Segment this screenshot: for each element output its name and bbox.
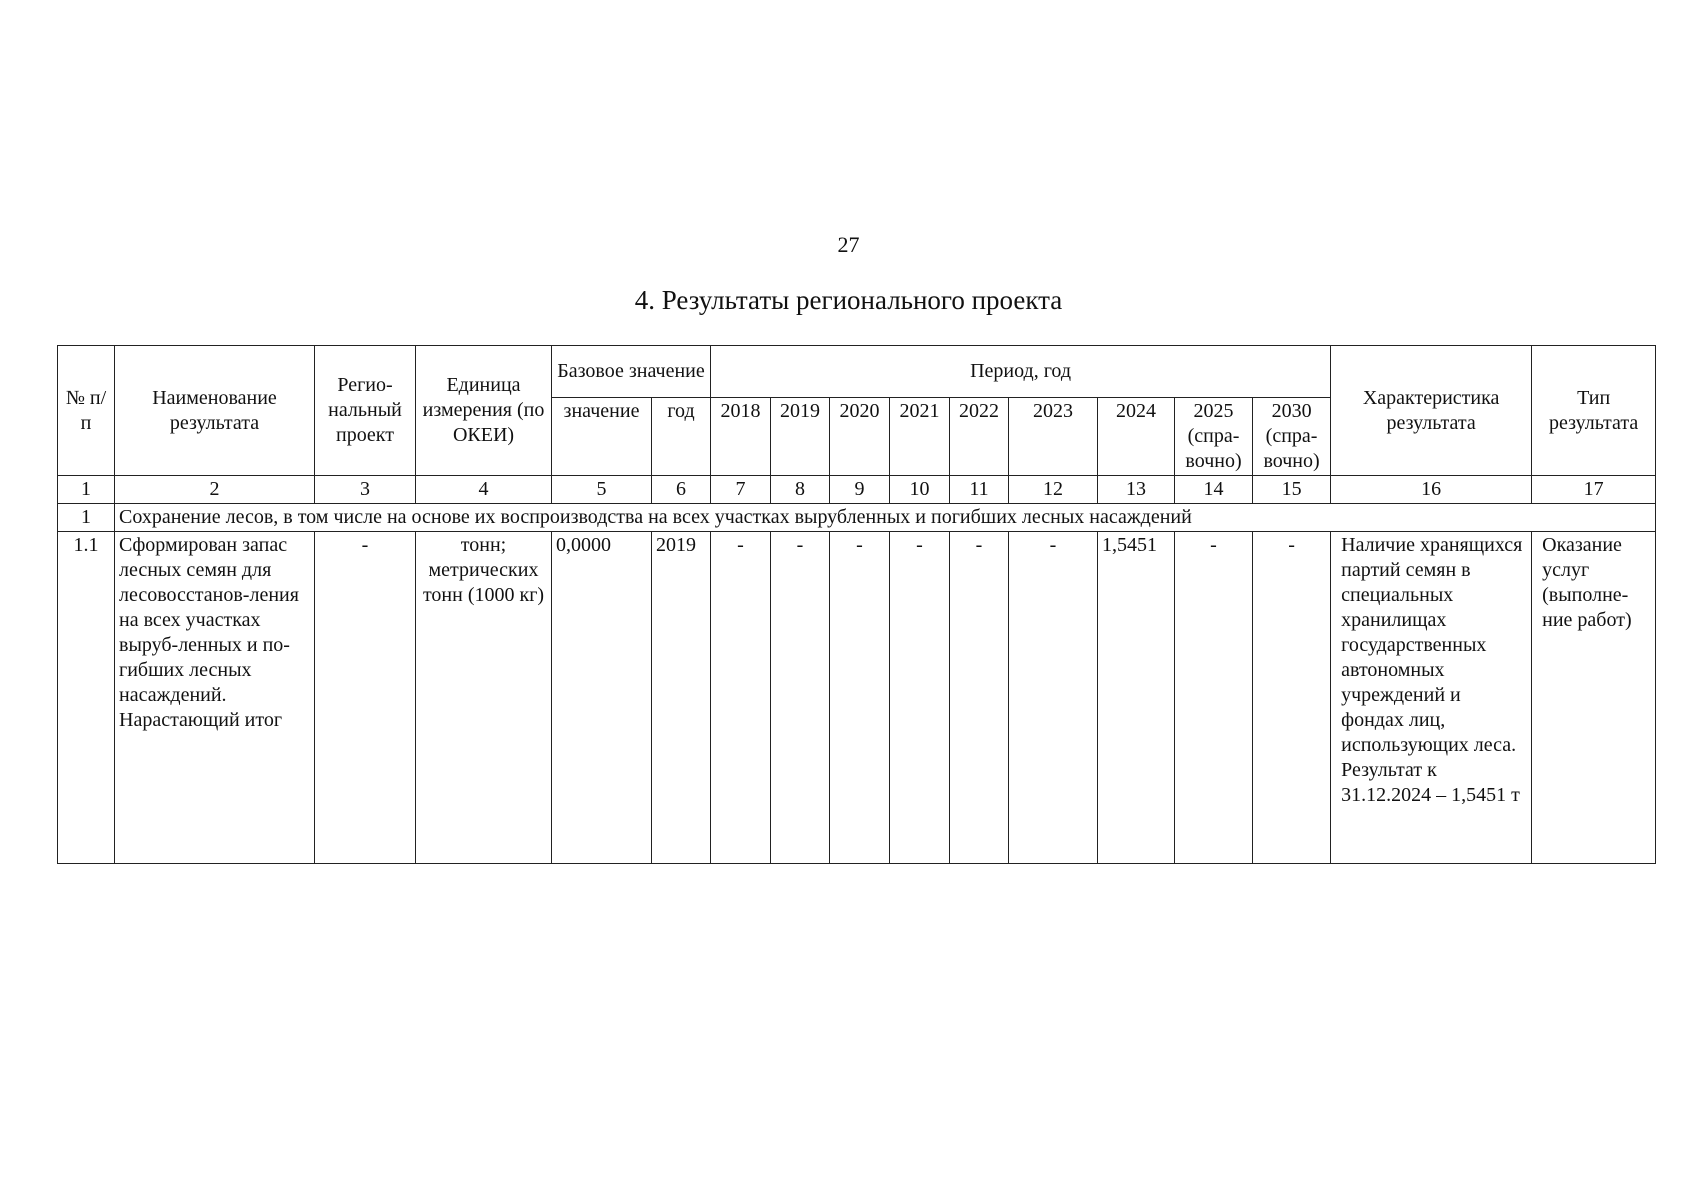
regional-project: -	[315, 532, 416, 864]
results-table	[57, 345, 1656, 864]
column-number: 3	[315, 476, 416, 504]
column-number: 13	[1098, 476, 1175, 504]
year-value: -	[890, 532, 950, 864]
base-year: 2019	[652, 532, 711, 864]
header-year: 2020	[830, 398, 890, 476]
unit-of-measure: тонн; метрических тонн (1000 кг)	[416, 532, 552, 864]
header-year: 2019	[771, 398, 830, 476]
page-number: 27	[837, 232, 860, 257]
year-value: -	[950, 532, 1009, 864]
column-number: 5	[552, 476, 652, 504]
section-title: Сохранение лесов, в том числе на основе их воспроизводства на всех участках вырубленных и погибших лесных насаждений	[115, 504, 1656, 532]
header-unit: Единица измерения (по ОКЕИ)	[416, 346, 552, 476]
header-year: 2018	[711, 398, 771, 476]
header-row-1	[58, 346, 1656, 398]
column-number: 8	[771, 476, 830, 504]
document-title: 4. Результаты регионального проекта	[634, 285, 1063, 315]
column-number: 7	[711, 476, 771, 504]
header-base: Базовое значение	[552, 346, 711, 398]
table-row	[58, 532, 1656, 864]
column-number: 11	[950, 476, 1009, 504]
header-year: 2025 (спра-вочно)	[1175, 398, 1253, 476]
header-base-value: значение	[552, 398, 652, 476]
column-number: 6	[652, 476, 711, 504]
column-number-row	[58, 476, 1656, 504]
header-period: Период, год	[711, 346, 1331, 398]
section-row	[58, 504, 1656, 532]
column-number: 9	[830, 476, 890, 504]
result-characteristic: Наличие хранящихся партий семян в специальных хранилищах государственных автономных учреждений и фондах лиц, использующих леса. Результат к 31.12.2024 – 1,5451 т	[1331, 532, 1532, 864]
column-number: 12	[1009, 476, 1098, 504]
header-year: 2030 (спра-вочно)	[1253, 398, 1331, 476]
column-number: 14	[1175, 476, 1253, 504]
header-year: 2022	[950, 398, 1009, 476]
year-value: -	[1009, 532, 1098, 864]
header-year: 2024	[1098, 398, 1175, 476]
header-year: 2021	[890, 398, 950, 476]
result-name: Сформирован запас лесных семян для лесовосстанов-ления на всех участках выруб-ленных и по-гибших лесных насаждений. Нарастающий итог	[115, 532, 315, 864]
year-value: -	[1175, 532, 1253, 864]
header-characteristic: Характеристика результата	[1331, 346, 1532, 476]
column-number: 16	[1331, 476, 1532, 504]
header-type: Тип результата	[1532, 346, 1656, 476]
year-value: -	[830, 532, 890, 864]
column-number: 10	[890, 476, 950, 504]
column-number: 4	[416, 476, 552, 504]
header-num: № п/п	[58, 346, 115, 476]
header-base-year: год	[652, 398, 711, 476]
column-number: 17	[1532, 476, 1656, 504]
base-value: 0,0000	[552, 532, 652, 864]
header-regional: Регио-нальный проект	[315, 346, 416, 476]
column-number: 15	[1253, 476, 1331, 504]
column-number: 1	[58, 476, 115, 504]
row-number: 1.1	[58, 532, 115, 864]
result-type: Оказание услуг (выполне-ние работ)	[1532, 532, 1656, 864]
year-value: -	[771, 532, 830, 864]
year-value: -	[711, 532, 771, 864]
header-name: Наименование результата	[115, 346, 315, 476]
header-year: 2023	[1009, 398, 1098, 476]
section-number: 1	[58, 504, 115, 532]
year-value: 1,5451	[1098, 532, 1175, 864]
year-value: -	[1253, 532, 1331, 864]
column-number: 2	[115, 476, 315, 504]
